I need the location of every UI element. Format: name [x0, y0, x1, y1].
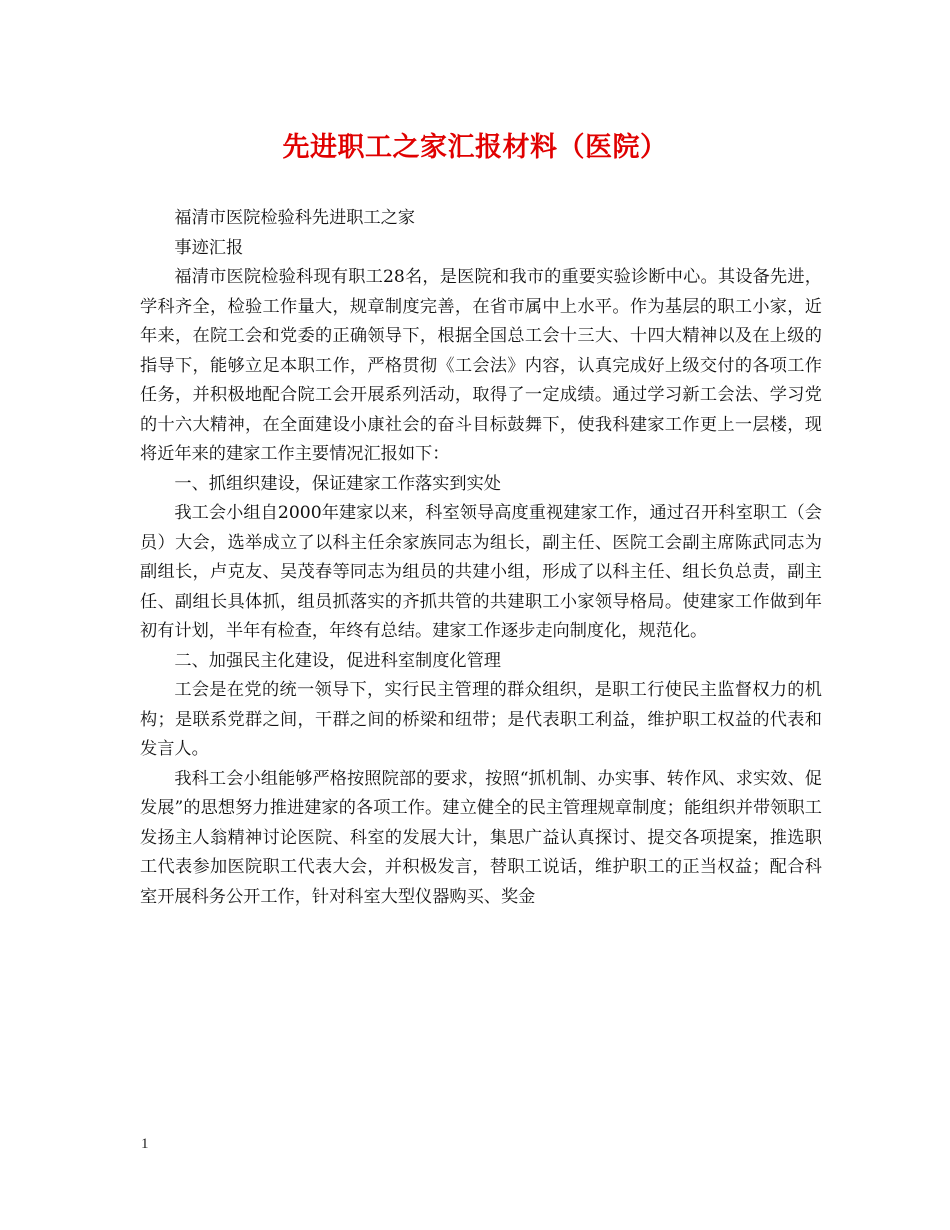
paragraph-introduction: 福清市医院检验科现有职工28名，是医院和我市的重要实验诊断中心。其设备先进，学科齐全，检验工作量大，规章制度完善，在省市属中上水平。作为基层的职工小家，近年来，在院工会和党委的正确领导下，根据全国总工会十三大、十四大精神以及在上级的指导下，能够立足本职工作，严格贯彻《工会法》内容，认真完成好上级交付的各项工作任务，并积极地配合院工会开展系列活动，取得了一定成绩。通过学习新工会法、学习党的十六大精神，在全面建设小康社会的奋斗目标鼓舞下，使我科建家工作更上一层楼，现将近年来的建家工作主要情况汇报如下： — [140, 267, 822, 464]
paragraph-section-2-b: 我科工会小组能够严格按照院部的要求，按照“抓机制、办实事、转作风、求实效、促发展”的思想努力推进建家的各项工作。建立健全的民主管理规章制度；能组织并带领职工发扬主人翁精神讨论医院、科室的发展大计，集思广益认真探讨、提交各项提案，推选职工代表参加医院职工代表大会，并积极发言，替职工说话，维护职工的正当权益；配合科室开展科务公开工作，针对科室大型仪器购买、奖金 — [140, 768, 822, 907]
paragraph-subtitle-line-1: 福清市医院检验科先进职工之家 — [174, 208, 416, 228]
section-heading-1: 一、抓组织建设，保证建家工作落实到实处 — [174, 473, 501, 494]
page-number: 1 — [141, 1136, 149, 1152]
paragraph-section-1: 我工会小组自2000年建家以来，科室领导高度重视建家工作，通过召开科室职工（会员）大会，选举成立了以科主任余家族同志为组长，副主任、医院工会副主席陈武同志为副组长，卢克友、吴茂春等同志为组员的共建小组，形成了以科主任、组长负总责，副主任、副组长具体抓，组员抓落实的齐抓共管的共建职工小家领导格局。使建家工作做到年初有计划，半年有检查，年终有总结。建家工作逐步走向制度化，规范化。 — [140, 503, 822, 641]
document-body — [140, 204, 822, 912]
paragraph-section-2-a: 工会是在党的统一领导下，实行民主管理的群众组织，是职工行使民主监督权力的机构；是联系党群之间，干群之间的桥梁和纽带；是代表职工利益，维护职工权益的代表和发言人。 — [140, 680, 822, 759]
paragraph-subtitle-line-2: 事迹汇报 — [174, 237, 244, 258]
section-heading-2: 二、加强民主化建设，促进科室制度化管理 — [174, 650, 501, 671]
document-title: 先进职工之家汇报材料（医院） — [282, 132, 668, 163]
